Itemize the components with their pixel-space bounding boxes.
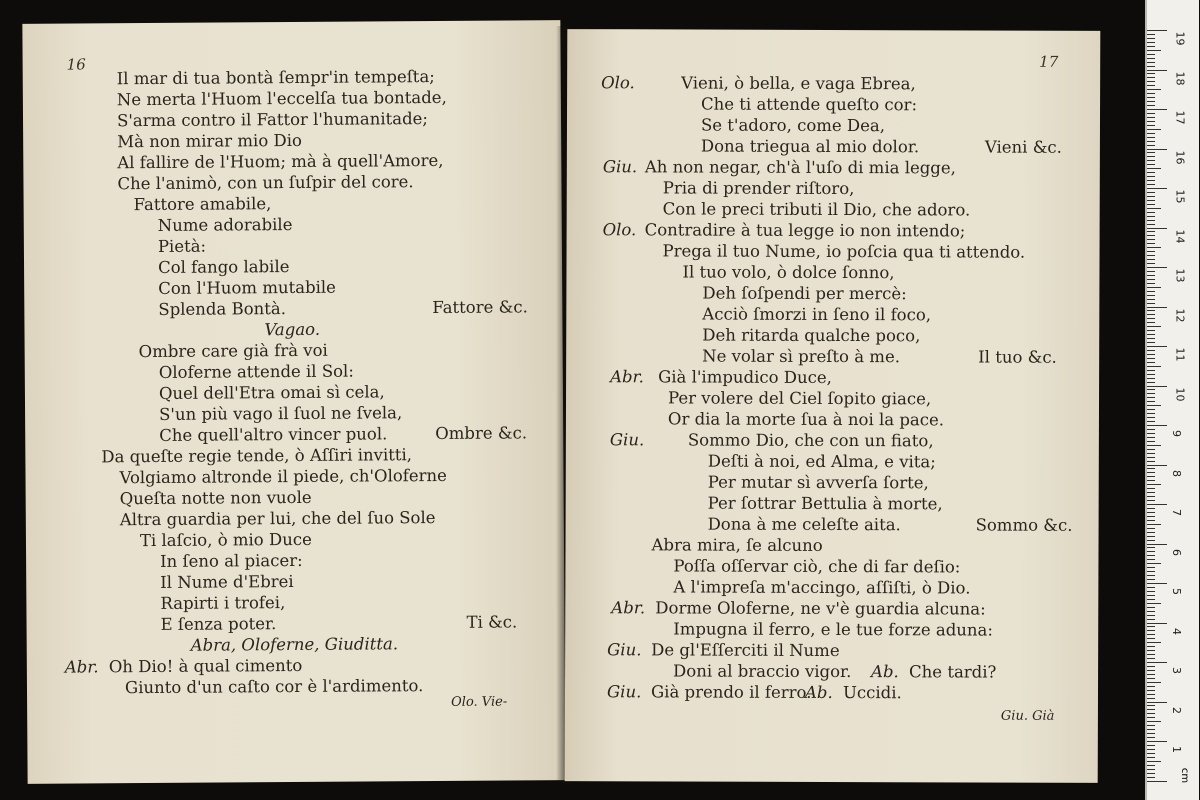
ruler-tick <box>1147 595 1155 596</box>
ruler-tick <box>1147 247 1161 248</box>
ruler-tick <box>1147 307 1167 308</box>
ruler-tick <box>1147 496 1155 497</box>
ruler-tick <box>1147 650 1155 651</box>
verse-line: Altra guardia per lui, che del ſuo Sole <box>119 508 436 530</box>
ruler-tick <box>1147 113 1155 114</box>
ruler-tick <box>1147 638 1155 639</box>
ruler-tick <box>1147 279 1155 280</box>
verse-line: Giunto d'un caſto cor è l'ardimento. <box>124 676 424 698</box>
ruler-tick <box>1147 662 1167 663</box>
ruler-tick <box>1147 81 1155 82</box>
ruler-tick <box>1147 275 1155 276</box>
ruler-tick <box>1147 705 1155 706</box>
ruler-tick <box>1147 528 1155 529</box>
speaker-label: Ab. <box>804 682 833 703</box>
ruler-tick <box>1147 540 1155 541</box>
ruler-tick <box>1147 480 1155 481</box>
verse-line: Oh Dio! à qual cimento <box>108 655 303 677</box>
ruler-number: 5 <box>1170 588 1183 595</box>
ruler-tick <box>1147 761 1161 762</box>
ruler-tick <box>1147 559 1155 560</box>
ruler-tick <box>1147 781 1167 782</box>
speaker-label: Giu. <box>602 157 638 177</box>
repeat-marker: Ti &c. <box>466 612 518 632</box>
speaker-label: Olo. <box>601 73 635 93</box>
ruler-tick <box>1147 666 1155 667</box>
repeat-marker: Sommo &c. <box>975 515 1073 535</box>
ruler-tick <box>1147 773 1155 774</box>
ruler-tick <box>1147 421 1155 422</box>
ruler-tick <box>1147 516 1155 517</box>
ruler-tick <box>1147 777 1155 778</box>
verse-line: Il Nume d'Ebrei <box>160 572 294 592</box>
verse-line: Deſti à noi, ed Alma, e vita; <box>707 451 936 472</box>
catchword: Olo. Vie- <box>451 694 508 710</box>
ruler-tick <box>1147 318 1155 319</box>
verse-line: Dona à me celeſte aita. <box>707 514 901 535</box>
ruler-tick <box>1147 287 1161 288</box>
ruler-tick <box>1147 172 1155 173</box>
ruler-tick <box>1147 334 1155 335</box>
ruler-number: 18 <box>1173 71 1187 85</box>
ruler-tick <box>1147 160 1155 161</box>
ruler-tick <box>1147 623 1167 624</box>
verse-line: Splenda Bontà. <box>158 299 286 319</box>
verse-line: Contradire à tua legge io non intendo; <box>644 220 966 241</box>
ruler-tick <box>1147 255 1155 256</box>
ruler-tick <box>1147 354 1155 355</box>
verse-line: Uccidi. <box>842 683 902 703</box>
ruler-tick <box>1147 678 1155 679</box>
ruler-tick <box>1147 437 1155 438</box>
verse-line: Se t'adoro, come Dea, <box>700 115 886 136</box>
verse-line: Nume adorabile <box>157 215 293 235</box>
ruler-tick <box>1147 721 1161 722</box>
ruler-tick <box>1147 508 1155 509</box>
verse-line: Ah non negar, ch'à l'uſo di mia legge, <box>644 157 956 178</box>
ruler-tick <box>1147 500 1155 501</box>
ruler-tick <box>1147 224 1155 225</box>
verse-line: Per ſottrar Bettulia à morte, <box>707 493 943 514</box>
ruler-tick <box>1147 579 1155 580</box>
ruler-number: 19 <box>1173 31 1187 46</box>
ruler-tick <box>1147 583 1167 584</box>
ruler-tick <box>1147 472 1155 473</box>
ruler-tick <box>1147 686 1155 687</box>
ruler-number: 9 <box>1170 430 1183 437</box>
ruler-number: 7 <box>1170 509 1183 516</box>
speaker-label: Olo. <box>602 220 637 240</box>
verse-line: Col fango labile <box>157 257 290 277</box>
ruler-tick <box>1147 630 1155 631</box>
speaker-label: Ab. <box>871 662 899 682</box>
verse-line: In ſeno al piacer: <box>160 550 303 571</box>
ruler-tick <box>1147 425 1167 426</box>
ruler-number: 10 <box>1173 387 1187 401</box>
verse-line: Ombre care già frà voi <box>138 340 328 362</box>
ruler-number: 14 <box>1173 229 1187 243</box>
ruler-tick <box>1147 350 1155 351</box>
ruler-tick <box>1147 228 1167 229</box>
scene-heading: Abra, Oloferne, Giuditta. <box>190 634 399 655</box>
ruler-tick <box>1147 674 1155 675</box>
ruler-number: 6 <box>1170 548 1183 556</box>
ruler-tick <box>1147 204 1155 205</box>
verse-line: Volgiamo altronde il piede, ch'Oloferne <box>119 465 447 488</box>
ruler-tick <box>1147 702 1167 703</box>
ruler-tick <box>1147 504 1167 505</box>
ruler-tick <box>1147 413 1155 414</box>
repeat-marker: Ombre &c. <box>435 423 528 444</box>
ruler-tick <box>1147 97 1155 98</box>
verse-line: Dona triegua al mio dolor. <box>700 136 920 157</box>
page-number: 17 <box>1039 52 1059 71</box>
ruler-tick <box>1147 366 1161 367</box>
ruler-tick <box>1147 145 1155 146</box>
ruler-tick <box>1147 591 1155 592</box>
ruler-tick <box>1147 259 1155 260</box>
verse-line: Che tardi? <box>909 662 997 682</box>
ruler-number: 17 <box>1173 110 1187 125</box>
ruler-tick <box>1147 180 1155 181</box>
ruler-tick <box>1147 129 1161 130</box>
ruler-tick <box>1147 445 1161 446</box>
verse-line: S'arma contro il Fattor l'humanitade; <box>116 109 428 131</box>
verse-line: Già prendo il ferro. <box>650 682 812 702</box>
ruler-number: 12 <box>1173 308 1187 322</box>
verse-line: Che l'animò, con un ſuſpir del core. <box>117 172 414 194</box>
ruler-tick <box>1147 141 1155 142</box>
ruler-tick <box>1147 117 1155 118</box>
ruler-number: 8 <box>1170 469 1183 477</box>
ruler-tick <box>1147 216 1155 217</box>
ruler-tick <box>1147 741 1167 742</box>
ruler-tick <box>1147 603 1161 604</box>
measurement-ruler <box>1145 0 1199 800</box>
ruler-tick <box>1147 46 1155 47</box>
verse-line: Ne merta l'Huom l'eccelſa tua bontade, <box>116 87 447 110</box>
verse-line: Oloferne attende il Sol: <box>158 361 354 382</box>
ruler-tick <box>1147 520 1155 521</box>
verse-line: A l'impreſa m'accingo, aſſiſti, ò Dio. <box>673 577 971 598</box>
speaker-heading: Vagao. <box>264 319 321 340</box>
ruler-tick <box>1147 401 1155 402</box>
ruler-tick <box>1147 152 1155 153</box>
ruler-tick <box>1147 109 1167 110</box>
verse-line: Deh ritarda qualche poco, <box>702 325 921 346</box>
ruler-tick <box>1147 50 1161 51</box>
ruler-tick <box>1147 243 1155 244</box>
ruler-tick <box>1147 737 1155 738</box>
ruler-tick <box>1147 196 1155 197</box>
ruler-tick <box>1147 694 1155 695</box>
ruler-tick <box>1147 322 1155 323</box>
ruler-tick <box>1147 192 1155 193</box>
speaker-label: Abr. <box>64 657 99 677</box>
ruler-tick <box>1147 303 1155 304</box>
ruler-tick <box>1147 176 1155 177</box>
ruler-tick <box>1147 93 1155 94</box>
ruler-tick <box>1147 133 1155 134</box>
ruler-tick <box>1147 299 1155 300</box>
ruler-tick <box>1147 619 1155 620</box>
ruler-tick <box>1147 690 1155 691</box>
ruler-tick <box>1147 429 1155 430</box>
ruler-tick <box>1147 587 1155 588</box>
right-page <box>565 29 1101 783</box>
ruler-tick <box>1147 417 1155 418</box>
ruler-tick <box>1147 105 1155 106</box>
ruler-tick <box>1147 34 1155 35</box>
verse-line: Il tuo volo, ò dolce ſonno, <box>682 262 895 283</box>
ruler-tick <box>1147 30 1167 31</box>
verse-line: E ſenza poter. <box>160 614 277 634</box>
ruler-tick <box>1147 314 1155 315</box>
verse-line: Doni al braccio vigor. <box>673 661 852 682</box>
ruler-tick <box>1147 231 1155 232</box>
verse-line: Per mutar sì avverſa ſorte, <box>707 472 929 493</box>
ruler-tick <box>1147 283 1155 284</box>
verse-line: Or dia la morte ſua à noi la pace. <box>667 409 945 430</box>
ruler-tick <box>1147 654 1155 655</box>
verse-line: Prega il tuo Nume, io poſcia qua ti attendo. <box>662 241 1026 262</box>
ruler-number: 2 <box>1170 706 1183 714</box>
ruler-tick <box>1147 575 1155 576</box>
ruler-tick <box>1147 89 1161 90</box>
verse-line: Deh ſoſpendi per mercè: <box>702 283 907 304</box>
ruler-tick <box>1147 73 1155 74</box>
speaker-label: Giu. <box>607 640 642 660</box>
verse-line: Ti laſcio, ò mio Duce <box>139 529 312 551</box>
ruler-tick <box>1147 378 1155 379</box>
ruler-tick <box>1147 208 1161 209</box>
ruler-tick <box>1147 488 1155 489</box>
verse-line: De gl'Eſſerciti il Nume <box>651 640 840 661</box>
verse-line: Pria di prender riſtoro, <box>662 178 855 199</box>
ruler-tick <box>1147 58 1155 59</box>
ruler-tick <box>1147 457 1155 458</box>
verse-line: Pietà: <box>157 236 207 256</box>
speaker-label: Abr. <box>610 367 644 387</box>
ruler-tick <box>1147 397 1155 398</box>
ruler-tick <box>1147 295 1155 296</box>
verse-line: Abra mira, ſe alcuno <box>651 535 823 555</box>
ruler-number: 3 <box>1170 667 1183 674</box>
ruler-tick <box>1147 338 1155 339</box>
ruler-tick <box>1147 626 1155 627</box>
verse-line: Quel dell'Etra omai sì cela, <box>158 382 385 403</box>
ruler-tick <box>1147 725 1155 726</box>
ruler-tick <box>1147 271 1155 272</box>
ruler-number: 11 <box>1173 347 1187 362</box>
ruler-tick <box>1147 374 1155 375</box>
ruler-number: 15 <box>1173 189 1187 204</box>
ruler-tick <box>1147 709 1155 710</box>
ruler-number: 16 <box>1173 150 1187 164</box>
ruler-tick <box>1147 547 1155 548</box>
ruler-tick <box>1147 461 1155 462</box>
repeat-marker: Vieni &c. <box>984 137 1062 157</box>
ruler-tick <box>1147 358 1155 359</box>
ruler-tick <box>1147 330 1155 331</box>
ruler-tick <box>1147 291 1155 292</box>
ruler-tick <box>1147 532 1155 533</box>
verse-line: Da queſte regie tende, ò Aſſiri invitti, <box>101 445 413 467</box>
ruler-tick <box>1147 465 1167 466</box>
ruler-tick <box>1147 753 1155 754</box>
verse-line: Il mar di tua bontà ſempr'in tempeſta; <box>116 67 435 89</box>
ruler-tick <box>1147 717 1155 718</box>
ruler-tick <box>1147 484 1161 485</box>
verse-line: Al fallire de l'Huom; mà à quell'Amore, <box>117 150 444 173</box>
page-number: 16 <box>66 55 86 74</box>
ruler-tick <box>1147 125 1155 126</box>
ruler-tick <box>1147 512 1155 513</box>
verse-line: Queſta notte non vuole <box>119 487 312 509</box>
verse-line: Vieni, ò bella, e vaga Ebrea, <box>681 73 916 94</box>
verse-line: Ne volar sì preſto à me. <box>702 346 901 367</box>
ruler-tick <box>1147 121 1155 122</box>
ruler-tick <box>1147 476 1155 477</box>
ruler-tick <box>1147 164 1155 165</box>
ruler-tick <box>1147 409 1155 410</box>
catchword: Giu. Già <box>1000 708 1055 724</box>
ruler-tick <box>1147 449 1155 450</box>
verse-line: Poſſa oſſervar ciò, che di far deſio: <box>673 556 961 577</box>
verse-line: Acciò ſmorzi in ſeno il foco, <box>702 304 932 325</box>
ruler-tick <box>1147 658 1155 659</box>
ruler-unit: cm <box>1179 767 1191 784</box>
verse-line: Con l'Huom mutabile <box>158 277 336 298</box>
ruler-tick <box>1147 670 1155 671</box>
left-page <box>22 20 565 784</box>
ruler-tick <box>1147 642 1161 643</box>
ruler-tick <box>1147 220 1155 221</box>
ruler-tick <box>1147 634 1155 635</box>
verse-line: Che quell'altro vincer puol. <box>159 424 388 445</box>
ruler-tick <box>1147 70 1167 71</box>
verse-line: Mà non mirar mio Dio <box>117 130 302 152</box>
ruler-tick <box>1147 405 1161 406</box>
ruler-tick <box>1147 611 1155 612</box>
ruler-tick <box>1147 263 1155 264</box>
ruler-tick <box>1147 551 1155 552</box>
ruler-number: 13 <box>1173 268 1187 283</box>
ruler-tick <box>1147 62 1155 63</box>
ruler-tick <box>1147 468 1155 469</box>
ruler-tick <box>1147 346 1167 347</box>
ruler-tick <box>1147 544 1167 545</box>
ruler-tick <box>1147 362 1155 363</box>
ruler-tick <box>1147 524 1161 525</box>
ruler-tick <box>1147 54 1155 55</box>
verse-line: Sommo Dio, che con un fiato, <box>687 430 934 451</box>
ruler-tick <box>1147 745 1155 746</box>
verse-line: Con le preci tributi il Dio, che adoro. <box>662 199 971 220</box>
ruler-number: 1 <box>1170 746 1183 753</box>
verse-line: Che ti attende queſto cor: <box>701 94 918 115</box>
ruler-tick <box>1147 235 1155 236</box>
ruler-tick <box>1147 267 1167 268</box>
ruler-tick <box>1147 682 1161 683</box>
ruler-tick <box>1147 326 1161 327</box>
verse-line: Fattore amabile, <box>133 194 272 215</box>
speaker-label: Abr. <box>611 598 646 618</box>
ruler-tick <box>1147 563 1161 564</box>
ruler-tick <box>1147 200 1155 201</box>
ruler-tick <box>1147 370 1155 371</box>
ruler-tick <box>1147 536 1155 537</box>
ruler-tick <box>1147 492 1155 493</box>
ruler-tick <box>1147 188 1167 189</box>
ruler-tick <box>1147 433 1155 434</box>
verse-line: Rapirti i trofei, <box>160 593 286 613</box>
ruler-tick <box>1147 599 1155 600</box>
verse-line: Dorme Oloferne, ne v'è guardia alcuna: <box>655 598 986 619</box>
ruler-tick <box>1147 571 1155 572</box>
repeat-marker: Il tuo &c. <box>978 347 1057 367</box>
ruler-tick <box>1147 698 1155 699</box>
ruler-tick <box>1147 168 1161 169</box>
speaker-label: Giu. <box>609 430 645 450</box>
ruler-tick <box>1147 212 1155 213</box>
ruler-tick <box>1147 765 1155 766</box>
verse-line: Già l'impudico Duce, <box>658 367 832 387</box>
ruler-tick <box>1147 555 1155 556</box>
verse-line: Per volere del Ciel ſopito giace, <box>667 388 932 409</box>
ruler-tick <box>1147 749 1155 750</box>
ruler-tick <box>1147 757 1155 758</box>
ruler-tick <box>1147 769 1155 770</box>
ruler-tick <box>1147 389 1155 390</box>
ruler-tick <box>1147 42 1155 43</box>
ruler-tick <box>1147 382 1155 383</box>
ruler-tick <box>1147 101 1155 102</box>
ruler-tick <box>1147 251 1155 252</box>
ruler-tick <box>1147 310 1155 311</box>
repeat-marker: Fattore &c. <box>432 297 528 318</box>
ruler-tick <box>1147 393 1155 394</box>
ruler-tick <box>1147 137 1155 138</box>
ruler-tick <box>1147 733 1155 734</box>
ruler-tick <box>1147 615 1155 616</box>
ruler-tick <box>1147 239 1155 240</box>
ruler-tick <box>1147 567 1155 568</box>
ruler-tick <box>1147 38 1155 39</box>
ruler-tick <box>1147 149 1167 150</box>
ruler-tick <box>1147 85 1155 86</box>
speaker-label: Giu. <box>606 682 642 702</box>
ruler-tick <box>1147 77 1155 78</box>
ruler-tick <box>1147 713 1155 714</box>
ruler-tick <box>1147 342 1155 343</box>
ruler-tick <box>1147 386 1167 387</box>
ruler-tick <box>1147 453 1155 454</box>
verse-line: S'un più vago il ſuol ne ſvela, <box>159 403 403 424</box>
ruler-tick <box>1147 729 1155 730</box>
ruler-tick <box>1147 66 1155 67</box>
ruler-tick <box>1147 607 1155 608</box>
ruler-tick <box>1147 441 1155 442</box>
verse-line: Impugna il ferro, e le tue forze aduna: <box>673 619 994 640</box>
ruler-tick <box>1147 156 1155 157</box>
ruler-tick <box>1147 646 1155 647</box>
ruler-number: 4 <box>1170 627 1183 635</box>
ruler-tick <box>1147 184 1155 185</box>
